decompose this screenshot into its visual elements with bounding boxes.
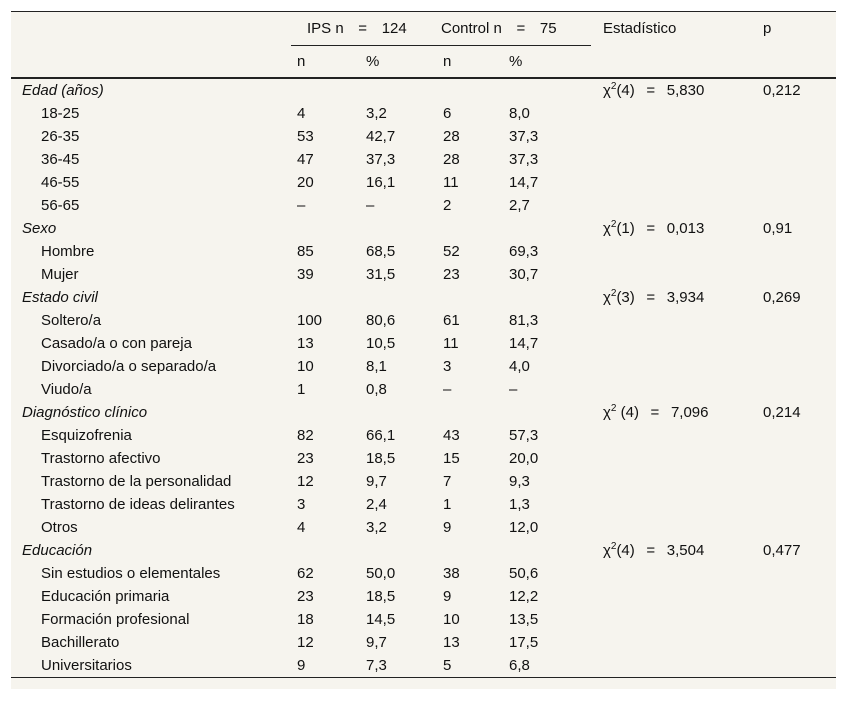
ips-pct-cell: – <box>366 197 375 214</box>
ips-n-cell: 39 <box>297 266 314 283</box>
chi-superscript: 2 <box>610 288 617 299</box>
stat-empty-cell <box>591 470 763 493</box>
control-n-cell: 61 <box>443 312 460 329</box>
ips-n: 124 <box>381 20 407 37</box>
ips-pct-cell: 7,3 <box>361 654 437 678</box>
control-pct-cell: 8,0 <box>509 105 530 122</box>
demographics-table <box>11 11 836 678</box>
ips-n-cell: 18 <box>297 611 314 628</box>
control-n-cell: 13 <box>443 634 460 651</box>
table-row <box>11 309 836 332</box>
chi-letter: χ <box>603 404 611 421</box>
control-pct-cell: 17,5 <box>509 634 539 651</box>
subheader-control-n: n <box>437 46 504 79</box>
control-pct-cell: 1,3 <box>509 496 530 513</box>
ips-pct-cell: 8,1 <box>366 358 387 375</box>
stat-empty-cell <box>591 355 763 378</box>
chi-superscript: 2 <box>610 81 617 92</box>
stat-equals: = <box>646 289 656 306</box>
ips-n-cell: 23 <box>297 450 314 467</box>
p-empty-cell <box>763 608 836 631</box>
control-pct-cell: 4,0 <box>509 358 530 375</box>
stat-equals: = <box>646 82 656 99</box>
ips-n-cell <box>291 286 361 309</box>
control-pct-cell: 30,7 <box>509 266 539 283</box>
row-label: Hombre <box>41 243 95 260</box>
ips-label: IPS n <box>307 20 344 37</box>
ips-n-cell: 4 <box>297 105 306 122</box>
ips-n-cell <box>291 539 361 562</box>
control-n-cell: 9 <box>443 588 452 605</box>
stat-empty-cell <box>591 493 763 516</box>
control-pct-cell: 50,6 <box>509 565 539 582</box>
p-value: 0,91 <box>763 220 793 237</box>
stat-value: 3,934 <box>666 289 705 306</box>
category-label: Edad (años) <box>22 82 104 99</box>
ips-pct-cell: 31,5 <box>366 266 396 283</box>
chi-superscript: 2 <box>610 541 617 552</box>
row-label: Viudo/a <box>41 381 92 398</box>
p-empty-cell <box>763 631 836 654</box>
ips-n-cell: – <box>297 197 306 214</box>
row-label: Divorciado/a o separado/a <box>41 358 217 375</box>
p-empty-cell <box>763 263 836 286</box>
table-row <box>11 240 836 263</box>
control-n-cell: 5 <box>437 654 504 678</box>
p-empty-cell <box>763 585 836 608</box>
row-label: Trastorno de ideas delirantes <box>41 496 235 513</box>
control-n-cell: 23 <box>443 266 460 283</box>
table-row <box>11 102 836 125</box>
row-label: 26-35 <box>41 128 80 145</box>
control-group-header <box>437 12 591 46</box>
stat-empty-cell <box>591 378 763 401</box>
p-header: p <box>763 12 836 46</box>
control-n-cell: – <box>443 381 452 398</box>
row-label: Universitarios <box>11 654 291 678</box>
table-row <box>11 608 836 631</box>
subheader-p-empty <box>763 46 836 79</box>
stat-empty-cell <box>591 562 763 585</box>
table-row <box>11 585 836 608</box>
stat-empty-cell <box>591 102 763 125</box>
ips-pct-cell: 3,2 <box>366 519 387 536</box>
category-row <box>11 286 836 309</box>
table-row <box>11 148 836 171</box>
table-row <box>11 470 836 493</box>
chi-square-cell <box>591 217 763 240</box>
control-equals: = <box>516 20 526 37</box>
p-empty-cell <box>763 470 836 493</box>
control-n-cell <box>437 539 504 562</box>
control-pct-cell: 14,7 <box>509 174 539 191</box>
subheader-ips-pct: % <box>361 46 437 79</box>
row-label: Otros <box>41 519 78 536</box>
p-empty-cell <box>763 516 836 539</box>
control-n-cell <box>437 217 504 240</box>
ips-n-cell: 4 <box>297 519 306 536</box>
ips-n-cell: 85 <box>297 243 314 260</box>
chi-square-cell <box>591 401 763 424</box>
chi-square-cell <box>591 286 763 309</box>
degrees-of-freedom: (4) <box>616 404 639 421</box>
control-n-cell: 52 <box>443 243 460 260</box>
ips-pct-cell: 3,2 <box>366 105 387 122</box>
control-n-cell: 10 <box>443 611 460 628</box>
stat-value: 0,013 <box>666 220 705 237</box>
stat-empty-cell <box>591 171 763 194</box>
subheader-empty-cell <box>11 46 291 79</box>
control-n-cell: 2 <box>443 197 452 214</box>
category-row <box>11 539 836 562</box>
ips-pct-cell: 16,1 <box>366 174 396 191</box>
ips-n-cell: 20 <box>297 174 314 191</box>
subheader-control-pct: % <box>504 46 591 79</box>
p-empty-cell <box>763 194 836 217</box>
chi-letter: χ <box>603 82 611 99</box>
row-label: 56-65 <box>41 197 80 214</box>
control-pct-cell: 37,3 <box>509 128 539 145</box>
ips-pct-cell: 37,3 <box>366 151 396 168</box>
chi-square-cell <box>591 78 763 102</box>
ips-n-cell: 53 <box>297 128 314 145</box>
table-row <box>11 355 836 378</box>
table-row <box>11 125 836 148</box>
ips-n-cell <box>291 78 361 102</box>
ips-n-cell: 1 <box>297 381 306 398</box>
ips-pct-cell: 9,7 <box>366 634 387 651</box>
row-label: 18-25 <box>41 105 80 122</box>
ips-pct-cell: 0,8 <box>366 381 387 398</box>
ips-pct-cell <box>361 539 437 562</box>
row-label: Educación primaria <box>41 588 170 605</box>
p-empty-cell <box>763 102 836 125</box>
p-empty-cell <box>763 355 836 378</box>
header-empty-cell <box>11 12 291 46</box>
ips-pct-cell: 68,5 <box>366 243 396 260</box>
row-label: Casado/a o con pareja <box>41 335 192 352</box>
p-empty-cell <box>763 493 836 516</box>
row-label: Trastorno de la personalidad <box>41 473 232 490</box>
stat-equals: = <box>646 220 656 237</box>
subheader-ips-n: n <box>291 46 361 79</box>
control-pct-cell: 12,0 <box>509 519 539 536</box>
p-empty-cell <box>763 148 836 171</box>
stat-empty-cell <box>591 654 763 678</box>
control-n-cell: 28 <box>443 151 460 168</box>
table-row <box>11 332 836 355</box>
p-empty-cell <box>763 562 836 585</box>
stat-value: 5,830 <box>666 82 705 99</box>
control-pct-cell: – <box>509 381 518 398</box>
p-empty-cell <box>763 309 836 332</box>
degrees-of-freedom: (1) <box>616 220 635 237</box>
p-empty-cell <box>763 332 836 355</box>
row-label: Mujer <box>41 266 79 283</box>
control-pct-cell: 9,3 <box>509 473 530 490</box>
stat-empty-cell <box>591 194 763 217</box>
stat-empty-cell <box>591 516 763 539</box>
stat-empty-cell <box>591 263 763 286</box>
ips-pct-cell <box>361 217 437 240</box>
stat-equals: = <box>650 404 660 421</box>
ips-n-cell: 82 <box>297 427 314 444</box>
row-label: Soltero/a <box>41 312 102 329</box>
control-pct-cell <box>504 401 591 424</box>
control-n: 75 <box>539 20 557 37</box>
control-pct-cell <box>504 78 591 102</box>
control-n-cell: 38 <box>443 565 460 582</box>
stat-empty-cell <box>591 125 763 148</box>
p-empty-cell <box>763 447 836 470</box>
table-row <box>11 447 836 470</box>
category-label: Educación <box>22 542 93 559</box>
row-label: Bachillerato <box>41 634 120 651</box>
table-row <box>11 171 836 194</box>
control-pct-cell <box>504 217 591 240</box>
data-table-container <box>11 11 836 689</box>
p-empty-cell <box>763 654 836 678</box>
p-empty-cell <box>763 240 836 263</box>
ips-n-cell: 12 <box>297 634 314 651</box>
chi-symbol <box>603 542 635 559</box>
control-pct-cell: 69,3 <box>509 243 539 260</box>
control-n-cell: 6 <box>443 105 452 122</box>
chi-superscript: 2 <box>610 219 617 230</box>
p-value: 0,214 <box>763 404 801 421</box>
degrees-of-freedom: (3) <box>616 289 635 306</box>
row-label: Trastorno afectivo <box>41 450 161 467</box>
ips-pct-cell: 80,6 <box>366 312 396 329</box>
ips-pct-cell: 9,7 <box>366 473 387 490</box>
stat-empty-cell <box>591 309 763 332</box>
ips-pct-cell: 50,0 <box>366 565 396 582</box>
p-empty-cell <box>763 171 836 194</box>
p-empty-cell <box>763 125 836 148</box>
table-row <box>11 562 836 585</box>
control-n-cell <box>437 401 504 424</box>
category-row <box>11 78 836 102</box>
control-pct-cell: 13,5 <box>509 611 539 628</box>
table-row <box>11 424 836 447</box>
control-pct-cell: 2,7 <box>509 197 530 214</box>
stat-empty-cell <box>591 424 763 447</box>
chi-letter: χ <box>603 289 611 306</box>
control-n-cell <box>437 286 504 309</box>
chi-symbol <box>603 289 635 306</box>
ips-n-cell: 100 <box>297 312 323 329</box>
ips-pct-cell: 18,5 <box>366 588 396 605</box>
table-row <box>11 631 836 654</box>
control-n-cell: 11 <box>443 335 459 352</box>
ips-equals: = <box>358 20 368 37</box>
table-body <box>11 78 836 678</box>
ips-n-cell: 9 <box>291 654 361 678</box>
row-label: Sin estudios o elementales <box>41 565 221 582</box>
control-n-cell: 43 <box>443 427 460 444</box>
table-row <box>11 263 836 286</box>
ips-n-cell: 10 <box>297 358 314 375</box>
category-row <box>11 401 836 424</box>
table-row <box>11 194 836 217</box>
control-n-cell: 11 <box>443 174 459 191</box>
ips-n-cell: 3 <box>297 496 306 513</box>
ips-n-cell: 47 <box>297 151 314 168</box>
stat-empty-cell <box>591 608 763 631</box>
row-label: 46-55 <box>41 174 80 191</box>
control-pct-cell: 6,8 <box>504 654 591 678</box>
control-pct-cell <box>504 286 591 309</box>
table-row <box>11 654 836 678</box>
control-pct-cell: 14,7 <box>509 335 539 352</box>
p-empty-cell <box>763 424 836 447</box>
category-label: Diagnóstico clínico <box>22 404 148 421</box>
control-n-cell: 15 <box>443 450 460 467</box>
control-pct-cell: 57,3 <box>509 427 539 444</box>
ips-pct-cell: 14,5 <box>366 611 396 628</box>
row-label: Formación profesional <box>41 611 190 628</box>
stat-empty-cell <box>591 585 763 608</box>
ips-n-cell: 13 <box>297 335 314 352</box>
p-value: 0,212 <box>763 82 801 99</box>
chi-symbol <box>603 82 635 99</box>
chi-letter: χ <box>603 220 611 237</box>
ips-n-cell <box>291 217 361 240</box>
chi-letter: χ <box>603 542 611 559</box>
ips-n-cell: 12 <box>297 473 314 490</box>
ips-group-header <box>291 12 437 46</box>
stat-empty-cell <box>591 148 763 171</box>
p-value: 0,269 <box>763 289 801 306</box>
ips-n-cell: 23 <box>297 588 314 605</box>
ips-pct-cell: 10,5 <box>366 335 396 352</box>
category-label: Estado civil <box>22 289 98 306</box>
ips-pct-cell <box>361 286 437 309</box>
degrees-of-freedom: (4) <box>616 82 635 99</box>
category-label: Sexo <box>22 220 57 237</box>
control-label: Control n <box>441 20 502 37</box>
chi-superscript: 2 <box>610 403 617 414</box>
ips-n-cell <box>291 401 361 424</box>
row-label: Esquizofrenia <box>41 427 132 444</box>
table-row <box>11 493 836 516</box>
control-n-cell: 9 <box>443 519 452 536</box>
row-label: 36-45 <box>41 151 80 168</box>
chi-symbol <box>603 404 639 421</box>
control-n-cell: 1 <box>443 496 452 513</box>
control-n-cell <box>437 78 504 102</box>
control-pct-cell: 12,2 <box>509 588 539 605</box>
p-empty-cell <box>763 378 836 401</box>
control-pct-cell: 37,3 <box>509 151 539 168</box>
stat-value: 7,096 <box>670 404 709 421</box>
stat-value: 3,504 <box>666 542 705 559</box>
control-pct-cell: 20,0 <box>509 450 539 467</box>
degrees-of-freedom: (4) <box>616 542 635 559</box>
table-header <box>11 12 836 79</box>
ips-pct-cell <box>361 401 437 424</box>
control-n-cell: 3 <box>443 358 452 375</box>
table-row <box>11 516 836 539</box>
ips-pct-cell: 42,7 <box>366 128 396 145</box>
table-row <box>11 378 836 401</box>
stat-empty-cell <box>591 332 763 355</box>
stat-empty-cell <box>591 447 763 470</box>
ips-pct-cell: 66,1 <box>366 427 396 444</box>
stat-empty-cell <box>591 631 763 654</box>
control-pct-cell <box>504 539 591 562</box>
stat-header: Estadístico <box>591 12 763 46</box>
stat-empty-cell <box>591 240 763 263</box>
ips-pct-cell <box>361 78 437 102</box>
chi-symbol <box>603 220 635 237</box>
ips-n-cell: 62 <box>297 565 314 582</box>
control-n-cell: 28 <box>443 128 460 145</box>
control-pct-cell: 81,3 <box>509 312 539 329</box>
chi-square-cell <box>591 539 763 562</box>
category-row <box>11 217 836 240</box>
ips-pct-cell: 2,4 <box>366 496 387 513</box>
ips-pct-cell: 18,5 <box>366 450 396 467</box>
subheader-stat-empty <box>591 46 763 79</box>
p-value: 0,477 <box>763 542 801 559</box>
control-n-cell: 7 <box>443 473 452 490</box>
stat-equals: = <box>646 542 656 559</box>
